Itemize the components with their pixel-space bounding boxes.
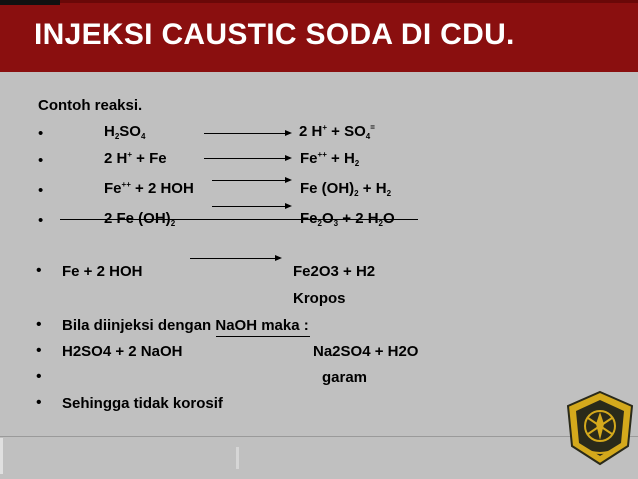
bullet: •	[36, 342, 42, 359]
reaction-3-product: Fe $(OH)_2 + H_2$	[300, 180, 392, 198]
reaction-4-product: $Fe_2O_3 + 2$ $H_2O$	[300, 210, 395, 228]
ministry-emblem-icon	[562, 388, 638, 468]
reaction-2-reactant: 2 H+ + Fe	[104, 150, 167, 167]
reaction-1-reactant: $H_2SO_4$	[104, 123, 146, 141]
reaction-2-product: $Fe^{++} + H_2$	[300, 150, 360, 168]
bullet: •	[36, 394, 42, 411]
list-item-left: Sehingga tidak korosif	[62, 395, 223, 412]
list-item-right: garam	[322, 369, 368, 386]
slide-header	[0, 0, 638, 72]
footer-line	[0, 436, 638, 437]
list-item-right: Na2SO4 + H2O	[313, 343, 419, 360]
header-top-line	[0, 0, 638, 3]
text-underline	[216, 336, 310, 337]
list-item-left: Fe + 2 HOH	[62, 263, 143, 280]
reaction-arrow	[204, 133, 290, 134]
reaction-arrow	[212, 180, 290, 181]
reaction-arrow	[190, 258, 280, 259]
list-item-right: Fe2O3 + H2	[293, 263, 376, 280]
reaction-1-product: 2 $H^+ + SO_4^=$	[299, 123, 375, 141]
header-notch	[0, 0, 60, 5]
reaction-arrow	[204, 158, 290, 159]
slide-title: INJEKSI CAUSTIC SODA DI CDU.	[34, 18, 515, 51]
strike-line	[60, 219, 418, 220]
list-item-left: H2SO4 + 2 NaOH	[62, 343, 183, 360]
reaction-arrow	[212, 206, 290, 207]
intro-text: Contoh reaksi.	[38, 97, 143, 114]
list-item-right: Kropos	[293, 290, 346, 307]
footer-left-mark	[0, 438, 3, 474]
bullet: •	[38, 182, 44, 199]
reaction-4-reactant: 2 Fe $(OH)_2$	[104, 210, 176, 228]
footer-tick	[236, 447, 239, 469]
bullet: •	[38, 152, 44, 169]
bullet: •	[36, 316, 42, 333]
reaction-3-reactant: Fe++ + 2 HOH	[104, 180, 194, 197]
bullet: •	[36, 368, 42, 385]
bullet: •	[36, 262, 42, 279]
bullet: •	[38, 212, 44, 229]
list-item-left: Bila diinjeksi dengan NaOH maka :	[62, 317, 309, 334]
bullet: •	[38, 125, 44, 142]
